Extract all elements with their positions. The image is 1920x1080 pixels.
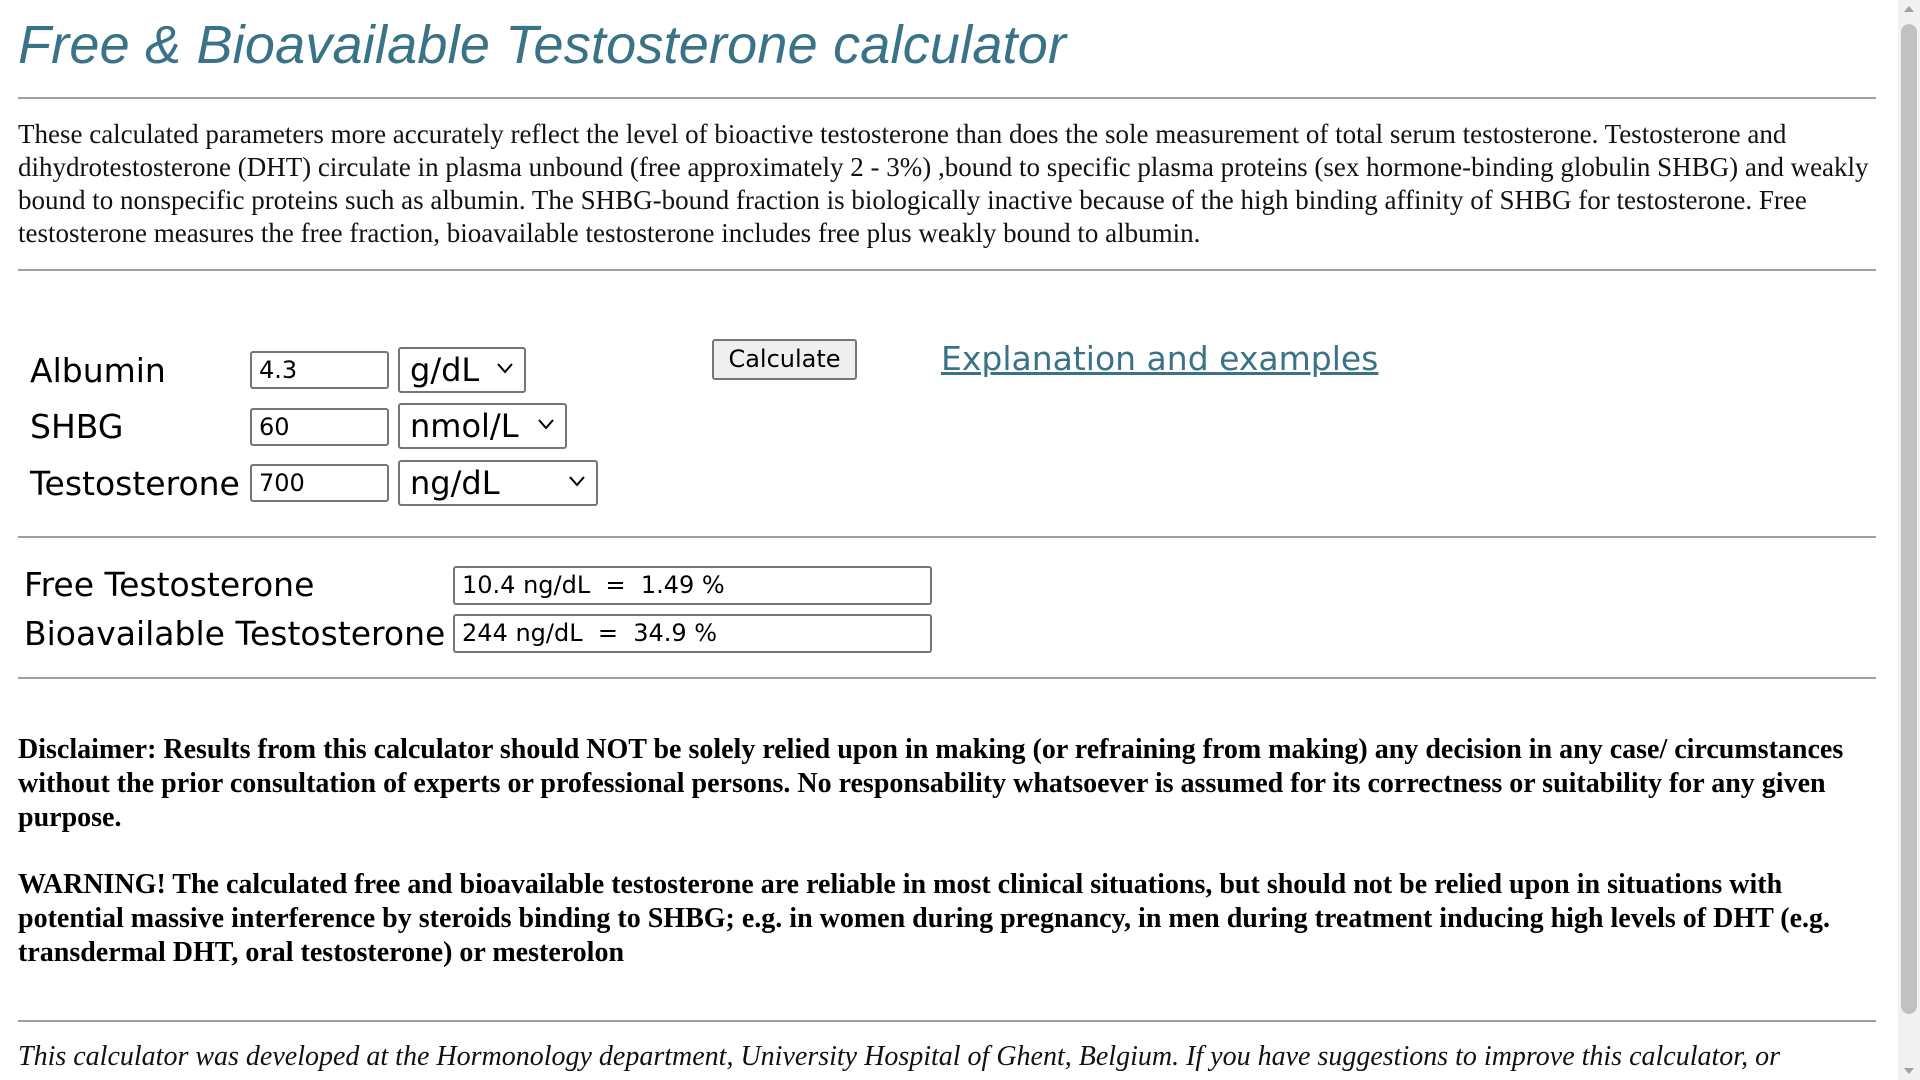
footer-text: This calculator was developed at the Hormonology department, University Hospital of Ghent, Belgium. If you have suggestions to improve this calculator, or: [18, 1041, 1780, 1072]
chevron-down-icon: [496, 361, 514, 375]
free-testosterone-output[interactable]: 10.4 ng/dL = 1.49 %: [453, 566, 932, 605]
chevron-down-icon: [537, 417, 555, 431]
shbg-label: SHBG: [30, 407, 124, 446]
shbg-unit-value: nmol/L: [410, 407, 519, 445]
testosterone-input[interactable]: 700: [250, 464, 389, 502]
albumin-unit-value: g/dL: [410, 351, 480, 389]
scroll-down-icon[interactable]: [1904, 1068, 1914, 1074]
albumin-label: Albumin: [30, 351, 166, 390]
divider-intro: [18, 269, 1876, 271]
albumin-unit-select[interactable]: [398, 347, 526, 393]
explanation-link[interactable]: Explanation and examples: [941, 339, 1379, 378]
intro-paragraph: These calculated parameters more accurately reflect the level of bioactive testosterone than does the sole measurement of total serum testosterone. Testosterone and dihydrotestosterone (DHT) circulate in plasma unbound (free approximately 2 - 3%) ,bound to specific plasma proteins (sex hormone-binding globulin SHBG) and weakly bound to nonspecific proteins such as albumin. The SHBG-bound fraction is biologically inactive because of the high binding affinity of SHBG for testosterone. Free testosterone measures the free fraction, bioavailable testosterone includes free plus weakly bound to albumin.: [18, 119, 1869, 248]
scrollbar-thumb[interactable]: [1901, 24, 1917, 1014]
testosterone-unit-value: ng/dL: [410, 464, 500, 502]
chevron-down-icon: [568, 474, 586, 488]
divider-form: [18, 536, 1876, 538]
scroll-up-icon[interactable]: [1904, 6, 1914, 12]
page-title: Free & Bioavailable Testosterone calculator: [18, 15, 1067, 75]
testosterone-unit-select[interactable]: [398, 460, 598, 506]
warning-text: WARNING! The calculated free and bioavailable testosterone are reliable in most clinical situations, but should not be relied upon in situations with potential massive interference by steroids binding to SHBG; e.g. in women during pregnancy, in men during treatment inducing high levels of DHT (e.g. transdermal DHT, oral testosterone) or mesterolon: [18, 869, 1831, 968]
calculate-button[interactable]: Calculate: [712, 339, 857, 380]
vertical-scrollbar[interactable]: [1898, 0, 1920, 1080]
shbg-unit-select[interactable]: [398, 403, 567, 449]
bioavailable-testosterone-output[interactable]: 244 ng/dL = 34.9 %: [453, 614, 932, 653]
divider-results: [18, 677, 1876, 679]
bioavailable-testosterone-label: Bioavailable Testosterone: [24, 614, 446, 653]
albumin-input[interactable]: 4.3: [250, 351, 389, 389]
disclaimer-text: Disclaimer: Results from this calculator should NOT be solely relied upon in making (or refraining from making) any decision in any case/ circumstances without the prior consultation of experts or professional persons. No responsability whatsoever is assumed for its correctness or suitability for any given purpose.: [18, 734, 1844, 833]
divider-top: [18, 97, 1876, 99]
divider-footer: [18, 1020, 1876, 1022]
testosterone-label: Testosterone: [30, 464, 240, 503]
shbg-input[interactable]: 60: [250, 408, 389, 446]
free-testosterone-label: Free Testosterone: [24, 565, 315, 604]
